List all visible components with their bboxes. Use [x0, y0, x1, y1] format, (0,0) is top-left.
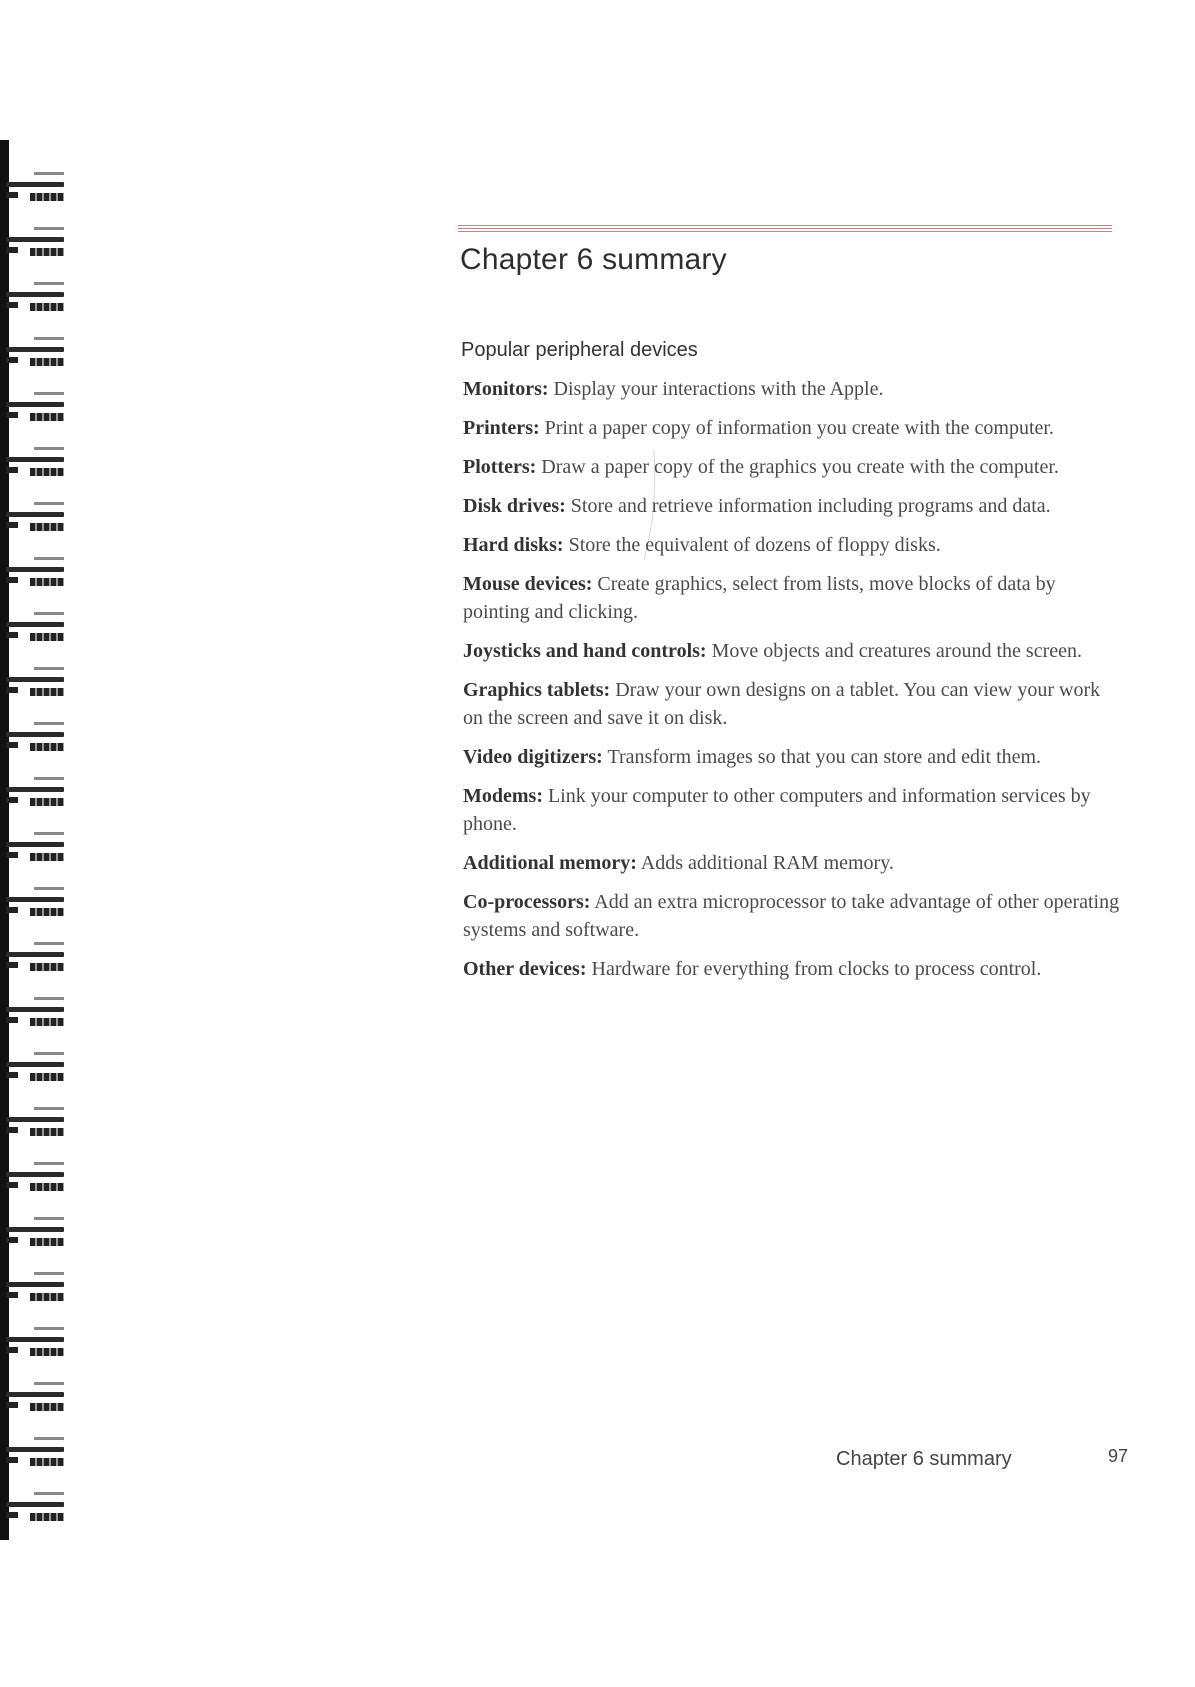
binding-coil — [0, 360, 68, 420]
binding-coil — [0, 1405, 68, 1465]
item-description: Create graphics, select from lists, move blocks of data by pointing and clicking. — [463, 573, 1056, 623]
item-description: Draw a paper copy of the graphics you create with the computer. — [541, 456, 1059, 478]
binding-coil — [0, 965, 68, 1025]
list-item — [463, 676, 1123, 732]
list-item — [463, 849, 1123, 877]
item-description: Adds additional RAM memory. — [640, 852, 894, 874]
item-description: Link your computer to other computers and information services by phone. — [463, 785, 1091, 835]
binding-coil — [0, 580, 68, 640]
binding-coil — [0, 690, 68, 750]
list-item — [463, 570, 1123, 626]
running-footer: Chapter 6 summary — [836, 1448, 1012, 1470]
list-item — [463, 955, 1123, 983]
item-term: Plotters: — [463, 456, 537, 478]
binding-coil — [0, 305, 68, 365]
section-heading: Popular peripheral devices — [461, 339, 698, 361]
item-description: Hardware for everything from clocks to process control. — [591, 958, 1042, 980]
item-term: Co-processors: — [463, 891, 591, 913]
item-term: Other devices: — [463, 958, 587, 980]
binding-coil — [0, 855, 68, 915]
item-term: Additional memory: — [463, 852, 637, 874]
list-item — [463, 492, 1123, 520]
binding-coil — [0, 1295, 68, 1355]
item-term: Printers: — [463, 417, 540, 439]
item-description: Move objects and creatures around the screen. — [711, 640, 1082, 662]
binding-coil — [0, 910, 68, 970]
list-item — [463, 531, 1123, 559]
item-description: Add an extra microprocessor to take advantage of other operating systems and software. — [463, 891, 1120, 941]
item-description: Store the equivalent of dozens of floppy disks. — [568, 534, 941, 556]
binding-coil — [0, 140, 68, 200]
item-term: Disk drives: — [463, 495, 566, 517]
binding-coil — [0, 415, 68, 475]
header-rule — [458, 225, 1112, 235]
list-item — [463, 888, 1123, 944]
binding-coil — [0, 1020, 68, 1080]
item-term: Video digitizers: — [463, 746, 603, 768]
item-term: Joysticks and hand controls: — [463, 640, 707, 662]
binding-coil — [0, 525, 68, 585]
binding-coil — [0, 1130, 68, 1190]
binding-coil — [0, 250, 68, 310]
spiral-binding — [0, 140, 72, 1540]
item-term: Monitors: — [463, 378, 549, 400]
item-term: Hard disks: — [463, 534, 564, 556]
device-list — [463, 375, 1123, 994]
list-item — [463, 637, 1123, 665]
binding-coil — [0, 745, 68, 805]
binding-coil — [0, 800, 68, 860]
binding-coil — [0, 1350, 68, 1410]
item-term: Modems: — [463, 785, 543, 807]
binding-coil — [0, 1460, 68, 1520]
binding-coil — [0, 635, 68, 695]
item-term: Mouse devices: — [463, 573, 593, 595]
binding-coil — [0, 1185, 68, 1245]
list-item — [463, 743, 1123, 771]
list-item — [463, 375, 1123, 403]
binding-coil — [0, 470, 68, 530]
page-number: 97 — [1108, 1446, 1129, 1466]
item-description: Transform images so that you can store and edit them. — [607, 746, 1042, 768]
list-item — [463, 453, 1123, 481]
item-description: Display your interactions with the Apple. — [553, 378, 884, 400]
item-description: Draw your own designs on a tablet. You can view your work on the screen and save it on disk. — [463, 679, 1101, 729]
list-item — [463, 782, 1123, 838]
binding-coil — [0, 1075, 68, 1135]
item-description: Print a paper copy of information you create with the computer. — [544, 417, 1054, 439]
binding-coil — [0, 195, 68, 255]
binding-coil — [0, 1240, 68, 1300]
item-description: Store and retrieve information including programs and data. — [570, 495, 1051, 517]
chapter-title: Chapter 6 summary — [460, 243, 727, 276]
list-item — [463, 414, 1123, 442]
item-term: Graphics tablets: — [463, 679, 611, 701]
